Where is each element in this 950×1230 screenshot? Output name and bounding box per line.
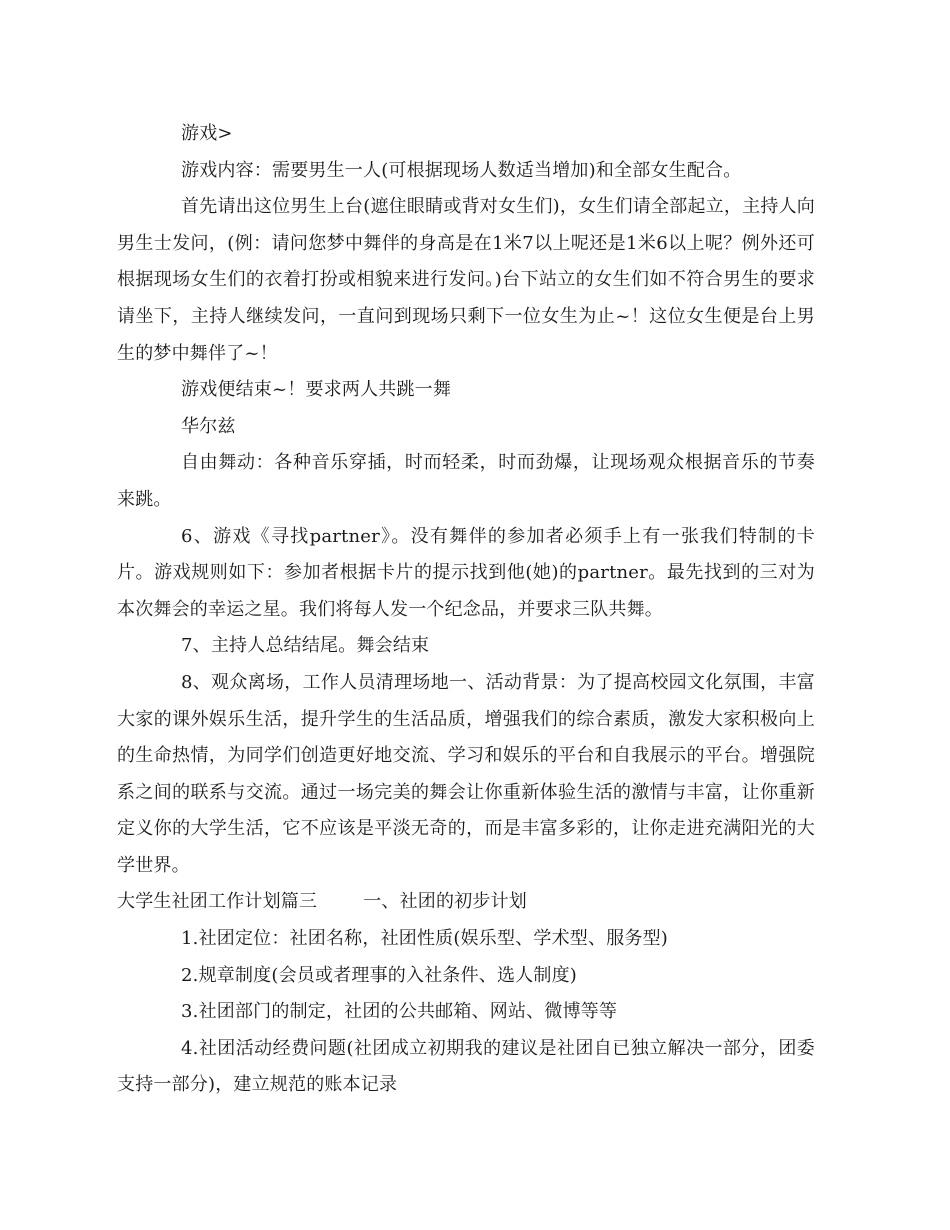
paragraph-game-content: 游戏内容：需要男生一人(可根据现场人数适当增加)和全部女生配合。 — [181, 159, 742, 181]
list-item-positioning: 1.社团定位：社团名称，社团性质(娱乐型、学术型、服务型) — [181, 928, 669, 950]
paragraph-free-dance: 自由舞动：各种音乐穿插，时而轻柔，时而劲爆，让现场观众根据音乐的节奏来跳。 — [117, 452, 815, 510]
section-heading — [117, 884, 815, 921]
section-heading-title: 大学生社团工作计划篇三 — [117, 891, 318, 913]
document-body — [117, 116, 815, 1104]
list-item-funding: 4.社团活动经费问题(社团成立初期我的建议是社团自已独立解决一部分，团委支持一部分)，建立规范的账本记录 — [117, 1037, 815, 1096]
paragraph-find-partner: 6、游戏《寻找partner》。没有舞伴的参加者必须手上有一张我们特制的卡片。游戏规则如下：参加者根据卡片的提示找到他(她)的partner。最先找到的三对为本次舞会的幸运之星。我们将每人发一个纪念品，并要求三队共舞。 — [117, 525, 815, 620]
paragraph-game-end: 游戏便结束~！要求两人共跳一舞 — [181, 379, 452, 401]
paragraph-waltz: 华尔兹 — [181, 415, 236, 437]
list-item-rules: 2.规章制度(会员或者理事的入社条件、选人制度) — [181, 964, 578, 986]
paragraph-game-rules: 首先请出这位男生上台(遮住眼睛或背对女生们)，女生们请全部起立，主持人向男生士发问，(例：请问您梦中舞伴的身高是在1米7以上呢还是1米6以上呢？例外还可根据现场女生们的衣着打扮或相貌来进行发问。)台下站立的女生们如不符合男生的要求请坐下，主持人继续发问，一直问到现场只剩下一位女生为止~！这位女生便是台上男生的梦中舞伴了~！ — [117, 196, 815, 364]
paragraph-background: 8、观众离场，工作人员清理场地一、活动背景：为了提高校园文化氛围，丰富大家的课外娱乐生活，提升学生的生活品质，增强我们的综合素质，激发大家积极向上的生命热情，为同学们创造更好地交流、学习和娱乐的平台和自我展示的平台。增强院系之间的联系与交流。通过一场完美的舞会让你重新体验生活的激情与丰富，让你重新定义你的大学生活，它不应该是平淡无奇的，而是丰富多彩的，让你走进充满阳光的大学世界。 — [117, 671, 815, 876]
list-item-departments: 3.社团部门的制定，社团的公共邮箱、网站、微博等等 — [181, 1001, 618, 1023]
paragraph-host-summary: 7、主持人总结结尾。舞会结束 — [181, 635, 430, 657]
paragraph-game-title: 游戏> — [181, 123, 233, 144]
section-heading-subtitle: 一、社团的初步计划 — [363, 891, 528, 913]
